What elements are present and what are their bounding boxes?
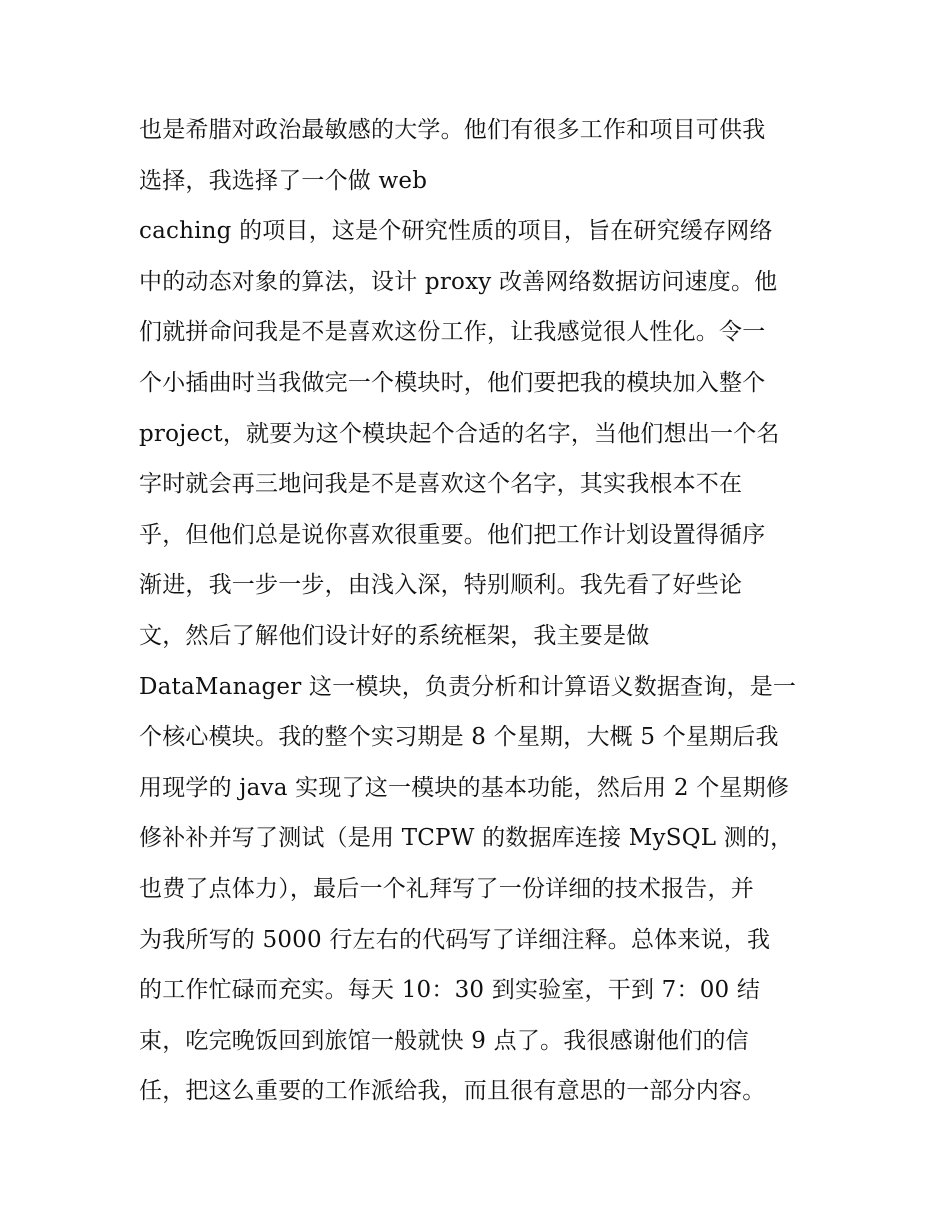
- text-line-6: 个小插曲时当我做完一个模块时，他们要把我的模块加入整个: [139, 369, 766, 396]
- text-line-1: 也是希腊对政治最敏感的大学。他们有很多工作和项目可供我: [139, 117, 766, 143]
- text-line-7: project，就要为这个模块起个合适的名字，当他们想出一个名: [139, 420, 780, 447]
- text-line-15: 修补补并写了测试（是用 TCPW 的数据库连接 MySQL 测的，: [139, 825, 794, 852]
- body-text: [139, 105, 829, 1117]
- text-line-12: DataManager 这一模块，负责分析和计算语义数据查询，是一: [139, 673, 797, 700]
- text-line-2: 选择，我选择了一个做 web: [139, 167, 428, 194]
- text-line-18: 的工作忙碌而充实。每天 10：30 到实验室，干到 7：00 结: [139, 977, 761, 1004]
- text-line-16: 也费了点体力），最后一个礼拜写了一份详细的技术报告，并: [139, 875, 754, 902]
- text-line-10: 渐进，我一步一步，由浅入深，特别顺利。我先看了好些论: [139, 572, 743, 599]
- text-line-3: caching 的项目，这是个研究性质的项目，旨在研究缓存网络: [139, 218, 773, 245]
- text-line-17: 为我所写的 5000 行左右的代码写了详细注释。总体来说，我: [139, 926, 771, 953]
- text-line-4: 中的动态对象的算法，设计 proxy 改善网络数据访问速度。他: [139, 268, 778, 295]
- text-line-11: 文，然后了解他们设计好的系统框架，我主要是做: [139, 622, 650, 649]
- text-line-8: 字时就会再三地问我是不是喜欢这个名字，其实我根本不在: [139, 471, 743, 498]
- text-line-19: 束，吃完晚饭回到旅馆一般就快 9 点了。我很感谢他们的信: [139, 1027, 749, 1054]
- text-line-5: 们就拼命问我是不是喜欢这份工作，让我感觉很人性化。令一: [139, 319, 766, 346]
- text-line-13: 个核心模块。我的整个实习期是 8 个星期，大概 5 个星期后我: [139, 724, 779, 751]
- text-line-9: 乎，但他们总是说你喜欢很重要。他们把工作计划设置得循序: [139, 521, 766, 548]
- text-line-20: 任，把这么重要的工作派给我，而且很有意思的一部分内容。: [139, 1078, 766, 1105]
- text-line-14: 用现学的 java 实现了这一模块的基本功能，然后用 2 个星期修: [139, 774, 790, 801]
